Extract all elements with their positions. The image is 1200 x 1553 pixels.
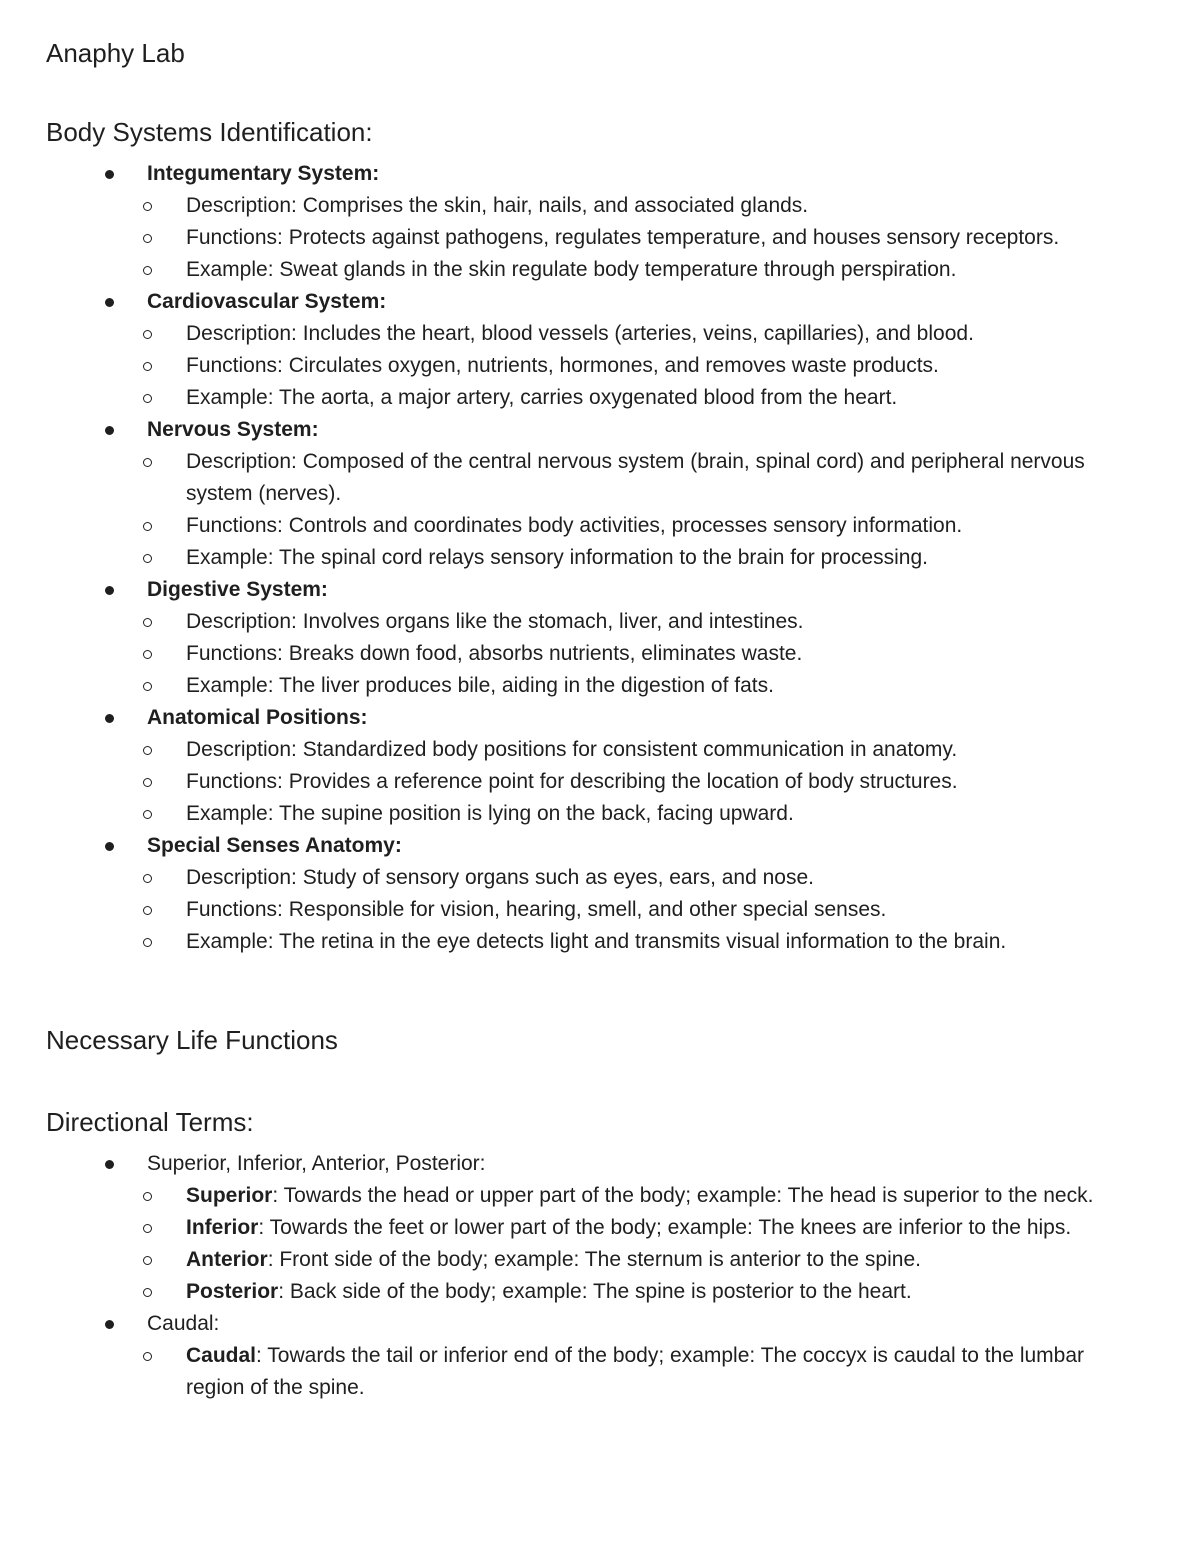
circle-bullet-icon xyxy=(143,1224,152,1233)
circle-bullet-icon xyxy=(143,1192,152,1201)
list-item: Superior: Towards the head or upper part of the body; example: The head is superior to the neck. xyxy=(0,1180,1146,1212)
circle-bullet-icon xyxy=(143,330,152,339)
list-item: Example: The supine position is lying on the back, facing upward. xyxy=(0,798,1146,830)
section-heading-life-functions: Necessary Life Functions xyxy=(46,1025,338,1055)
list-item: Functions: Provides a reference point for describing the location of body structures. xyxy=(0,766,1146,798)
list-item: Example: The liver produces bile, aiding in the digestion of fats. xyxy=(0,670,1146,702)
group-label: Superior, Inferior, Anterior, Posterior: xyxy=(147,1152,486,1175)
list-item: Anterior: Front side of the body; example: The sternum is anterior to the spine. xyxy=(0,1244,1146,1276)
body-systems-list xyxy=(0,158,1146,958)
circle-bullet-icon xyxy=(143,874,152,883)
circle-bullet-icon xyxy=(143,234,152,243)
list-item: Description: Involves organs like the stomach, liver, and intestines. xyxy=(0,606,1146,638)
system-label: Nervous System: xyxy=(147,418,319,441)
list-item: Posterior: Back side of the body; example: The spine is posterior to the heart. xyxy=(0,1276,1146,1308)
list-item: Example: The retina in the eye detects light and transmits visual information to the brain. xyxy=(0,926,1146,958)
system-label: Cardiovascular System: xyxy=(147,290,387,313)
list-item-digestive xyxy=(0,574,1146,702)
list-item: Example: The spinal cord relays sensory information to the brain for processing. xyxy=(0,542,1146,574)
circle-bullet-icon xyxy=(143,746,152,755)
list-item: Functions: Controls and coordinates body activities, processes sensory information. xyxy=(0,510,1146,542)
circle-bullet-icon xyxy=(143,394,152,403)
circle-bullet-icon xyxy=(143,458,152,467)
section-heading-body-systems: Body Systems Identification: xyxy=(46,117,373,147)
list-item-integumentary xyxy=(0,158,1146,286)
list-item-nervous xyxy=(0,414,1146,574)
section-heading-directional-terms: Directional Terms: xyxy=(46,1107,254,1137)
list-item: Caudal: Towards the tail or inferior end of the body; example: The coccyx is caudal to the lumbar region of the spine. xyxy=(0,1340,1146,1404)
term-label: Anterior xyxy=(186,1248,268,1271)
circle-bullet-icon xyxy=(143,938,152,947)
bullet-icon xyxy=(105,170,114,179)
system-label: Integumentary System: xyxy=(147,162,380,185)
bullet-icon xyxy=(105,298,114,307)
term-label: Caudal xyxy=(186,1344,257,1367)
bullet-icon xyxy=(105,1320,114,1329)
list-item: Functions: Responsible for vision, hearing, smell, and other special senses. xyxy=(0,894,1146,926)
bullet-icon xyxy=(105,842,114,851)
bullet-icon xyxy=(105,1160,114,1169)
circle-bullet-icon xyxy=(143,1352,152,1361)
circle-bullet-icon xyxy=(143,650,152,659)
list-item: Description: Includes the heart, blood vessels (arteries, veins, capillaries), and blood. xyxy=(0,318,1146,350)
list-item: Example: Sweat glands in the skin regulate body temperature through perspiration. xyxy=(0,254,1146,286)
system-label: Special Senses Anatomy: xyxy=(147,834,402,857)
circle-bullet-icon xyxy=(143,810,152,819)
bullet-icon xyxy=(105,586,114,595)
list-item: Example: The aorta, a major artery, carries oxygenated blood from the heart. xyxy=(0,382,1146,414)
term-label: Superior xyxy=(186,1184,273,1207)
term-label: Posterior xyxy=(186,1280,279,1303)
list-item: Description: Composed of the central nervous system (brain, spinal cord) and peripheral nervous system (nerves). xyxy=(0,446,1146,510)
circle-bullet-icon xyxy=(143,362,152,371)
circle-bullet-icon xyxy=(143,522,152,531)
system-label: Digestive System: xyxy=(147,578,328,601)
circle-bullet-icon xyxy=(143,778,152,787)
list-item-sup-inf-ant-post xyxy=(0,1148,1146,1308)
list-item: Description: Study of sensory organs such as eyes, ears, and nose. xyxy=(0,862,1146,894)
circle-bullet-icon xyxy=(143,554,152,563)
list-item: Functions: Circulates oxygen, nutrients, hormones, and removes waste products. xyxy=(0,350,1146,382)
circle-bullet-icon xyxy=(143,618,152,627)
circle-bullet-icon xyxy=(143,266,152,275)
bullet-icon xyxy=(105,426,114,435)
list-item-anatomical-positions xyxy=(0,702,1146,830)
directional-terms-list xyxy=(0,1148,1146,1404)
list-item: Description: Comprises the skin, hair, nails, and associated glands. xyxy=(0,190,1146,222)
list-item-caudal xyxy=(0,1308,1146,1404)
group-label: Caudal: xyxy=(147,1312,220,1335)
circle-bullet-icon xyxy=(143,682,152,691)
term-label: Inferior xyxy=(186,1216,259,1239)
circle-bullet-icon xyxy=(143,1288,152,1297)
list-item: Functions: Breaks down food, absorbs nutrients, eliminates waste. xyxy=(0,638,1146,670)
circle-bullet-icon xyxy=(143,1256,152,1265)
list-item: Inferior: Towards the feet or lower part of the body; example: The knees are inferior to the hips. xyxy=(0,1212,1146,1244)
list-item: Description: Standardized body positions for consistent communication in anatomy. xyxy=(0,734,1146,766)
document-title: Anaphy Lab xyxy=(46,38,185,68)
system-label: Anatomical Positions: xyxy=(147,706,368,729)
list-item-special-senses xyxy=(0,830,1146,958)
list-item-cardiovascular xyxy=(0,286,1146,414)
circle-bullet-icon xyxy=(143,202,152,211)
circle-bullet-icon xyxy=(143,906,152,915)
list-item: Functions: Protects against pathogens, regulates temperature, and houses sensory receptors. xyxy=(0,222,1146,254)
bullet-icon xyxy=(105,714,114,723)
